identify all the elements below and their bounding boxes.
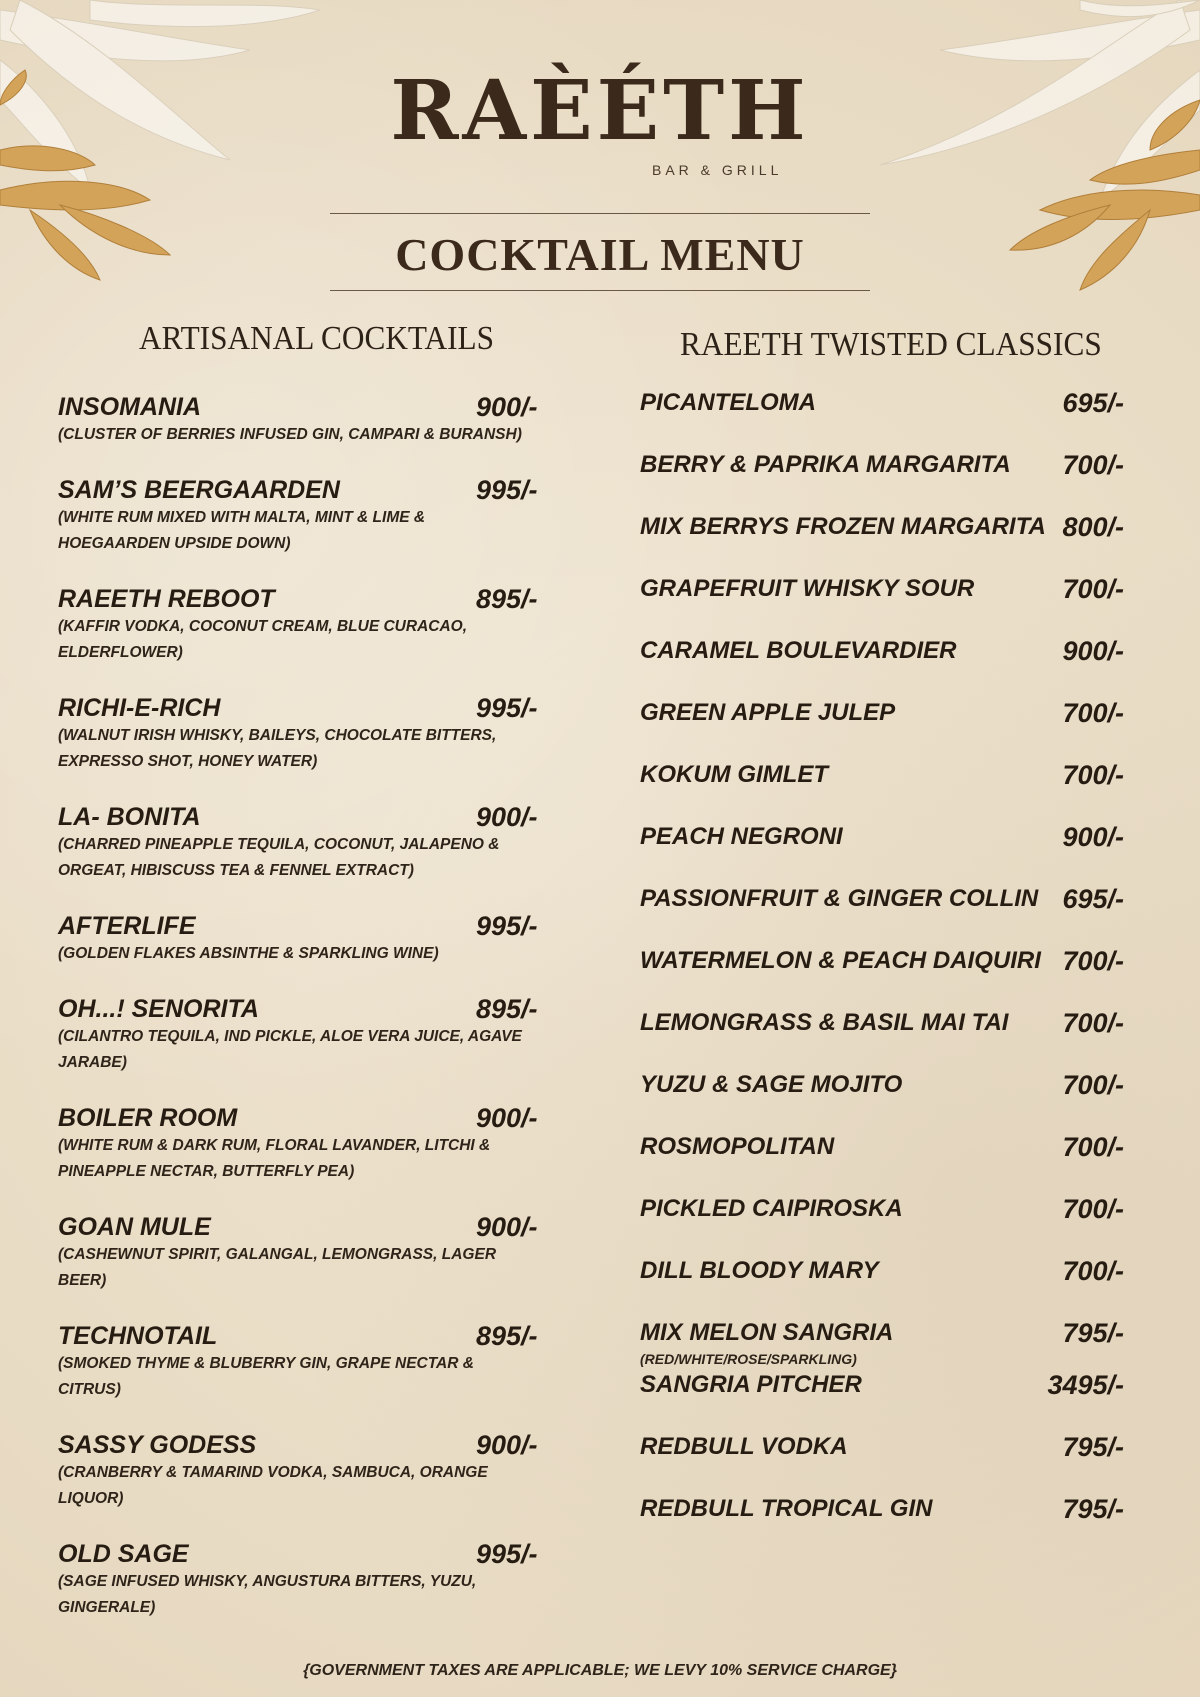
list-item — [640, 1370, 1124, 1432]
item-name: BOILER ROOM — [58, 1104, 238, 1132]
list-item — [58, 584, 578, 666]
list-item — [640, 636, 1124, 698]
brand-logo: RAÈÉTH — [390, 63, 810, 159]
item-price: 795/- — [1062, 1494, 1124, 1524]
item-price: 900/- — [476, 1430, 538, 1460]
item-name: MIX MELON SANGRIA — [640, 1319, 894, 1346]
item-price: 700/- — [1062, 946, 1124, 976]
list-item — [58, 475, 578, 557]
item-name: REDBULL TROPICAL GIN — [640, 1495, 933, 1522]
item-price: 995/- — [476, 693, 538, 723]
list-item — [640, 450, 1124, 512]
list-item — [640, 1494, 1124, 1556]
item-price: 700/- — [1062, 1256, 1124, 1286]
list-item — [640, 1194, 1124, 1256]
item-name: RAEETH REBOOT — [58, 585, 275, 613]
item-price: 995/- — [476, 911, 538, 941]
item-description: (CHARRED PINEAPPLE TEQUILA, COCONUT, JALAPENO & ORGEAT, HIBISCUSS TEA & FENNEL EXTRACT) — [58, 836, 500, 879]
list-item — [640, 574, 1124, 636]
page-title: COCKTAIL MENU — [395, 229, 805, 280]
item-name: INSOMANIA — [58, 393, 202, 421]
list-item — [640, 1008, 1124, 1070]
item-price: 795/- — [1062, 1432, 1124, 1462]
item-name: PICANTELOMA — [640, 389, 816, 416]
list-item — [58, 911, 578, 967]
classics-list — [640, 388, 1124, 1556]
item-name: OLD SAGE — [58, 1540, 189, 1568]
list-item — [640, 760, 1124, 822]
item-price: 895/- — [476, 994, 538, 1024]
artisanal-list — [58, 392, 578, 1648]
list-item — [640, 1432, 1124, 1494]
list-item — [640, 946, 1124, 1008]
list-item — [640, 822, 1124, 884]
list-item — [58, 1321, 578, 1403]
item-price: 700/- — [1062, 1008, 1124, 1038]
item-name: LA- BONITA — [58, 803, 201, 831]
item-name: SASSY GODESS — [58, 1431, 257, 1459]
item-name: MIX BERRYS FROZEN MARGARITA — [640, 513, 1046, 540]
item-price: 800/- — [1062, 512, 1124, 542]
item-name: PASSIONFRUIT & GINGER COLLIN — [640, 885, 1039, 912]
item-price: 700/- — [1062, 1194, 1124, 1224]
item-price: 900/- — [476, 802, 538, 832]
item-price: 900/- — [1062, 822, 1124, 852]
item-description: (SMOKED THYME & BLUBERRY GIN, GRAPE NECTAR & CITRUS) — [58, 1355, 474, 1398]
item-price: 900/- — [476, 1103, 538, 1133]
list-item — [58, 1430, 578, 1512]
item-price: 700/- — [1062, 1070, 1124, 1100]
list-item — [640, 512, 1124, 574]
item-name: LEMONGRASS & BASIL MAI TAI — [640, 1009, 1009, 1036]
item-name: GOAN MULE — [58, 1213, 211, 1241]
footer-note: {GOVERNMENT TAXES ARE APPLICABLE; WE LEVY 10% SERVICE CHARGE} — [303, 1662, 897, 1679]
list-item — [58, 994, 578, 1076]
item-description: (CASHEWNUT SPIRIT, GALANGAL, LEMONGRASS, LAGER BEER) — [58, 1246, 497, 1289]
item-description: (CILANTRO TEQUILA, IND PICKLE, ALOE VERA JUICE, AGAVE JARABE) — [58, 1028, 522, 1071]
item-description: (CRANBERRY & TAMARIND VODKA, SAMBUCA, ORANGE LIQUOR) — [58, 1464, 488, 1507]
item-name: ROSMOPOLITAN — [640, 1133, 835, 1160]
list-item — [640, 698, 1124, 760]
list-item — [58, 1212, 578, 1294]
item-name: WATERMELON & PEACH DAIQUIRI — [640, 947, 1041, 974]
item-price: 900/- — [476, 392, 538, 422]
section-heading-classics: RAEETH TWISTED CLASSICS — [680, 326, 1102, 363]
item-name: CARAMEL BOULEVARDIER — [640, 637, 957, 664]
item-name: GREEN APPLE JULEP — [640, 699, 896, 726]
divider-top — [330, 213, 870, 214]
item-price: 700/- — [1062, 1132, 1124, 1162]
item-name: SANGRIA PITCHER — [640, 1371, 862, 1398]
item-name: PICKLED CAIPIROSKA — [640, 1195, 903, 1222]
item-name: OH...! SENORITA — [58, 995, 259, 1023]
item-name: REDBULL VODKA — [640, 1433, 848, 1460]
item-name: PEACH NEGRONI — [640, 823, 843, 850]
list-item — [58, 802, 578, 884]
list-item — [640, 1256, 1124, 1318]
item-price: 795/- — [1062, 1318, 1124, 1348]
item-price: 700/- — [1062, 574, 1124, 604]
item-description: (KAFFIR VODKA, COCONUT CREAM, BLUE CURACAO, ELDERFLOWER) — [58, 618, 468, 661]
list-item — [58, 693, 578, 775]
list-item — [640, 388, 1124, 450]
item-price: 900/- — [476, 1212, 538, 1242]
item-name: SAM’S BEERGAARDEN — [58, 476, 340, 504]
list-item — [58, 1539, 578, 1621]
list-item — [640, 1132, 1124, 1194]
item-name: RICHI-E-RICH — [58, 694, 221, 722]
item-note: (RED/WHITE/ROSE/SPARKLING) — [640, 1351, 857, 1367]
item-name: YUZU & SAGE MOJITO — [640, 1071, 903, 1098]
item-name: DILL BLOODY MARY — [640, 1257, 879, 1284]
item-price: 695/- — [1062, 388, 1124, 418]
item-price: 895/- — [476, 1321, 538, 1351]
item-description: (GOLDEN FLAKES ABSINTHE & SPARKLING WINE) — [58, 945, 439, 962]
brand-subtitle: BAR & GRILL — [652, 162, 783, 178]
item-price: 695/- — [1062, 884, 1124, 914]
item-name: GRAPEFRUIT WHISKY SOUR — [640, 575, 975, 602]
list-item — [640, 1318, 1124, 1370]
item-price: 700/- — [1062, 450, 1124, 480]
section-heading-artisanal: ARTISANAL COCKTAILS — [139, 320, 495, 357]
item-price: 700/- — [1062, 698, 1124, 728]
list-item — [640, 884, 1124, 946]
item-description: (WALNUT IRISH WHISKY, BAILEYS, CHOCOLATE BITTERS, EXPRESSO SHOT, HONEY WATER) — [58, 727, 497, 770]
item-description: (WHITE RUM & DARK RUM, FLORAL LAVANDER, LITCHI & PINEAPPLE NECTAR, BUTTERFLY PEA) — [58, 1137, 491, 1180]
item-name: KOKUM GIMLET — [640, 761, 828, 788]
item-name: BERRY & PAPRIKA MARGARITA — [640, 451, 1011, 478]
item-description: (SAGE INFUSED WHISKY, ANGUSTURA BITTERS, YUZU, GINGERALE) — [58, 1573, 477, 1616]
item-description: (CLUSTER OF BERRIES INFUSED GIN, CAMPARI & BURANSH) — [58, 426, 522, 443]
item-price: 995/- — [476, 475, 538, 505]
item-description: (WHITE RUM MIXED WITH MALTA, MINT & LIME & HOEGAARDEN UPSIDE DOWN) — [58, 509, 426, 552]
item-name: AFTERLIFE — [58, 912, 196, 940]
item-price: 995/- — [476, 1539, 538, 1569]
item-price: 700/- — [1062, 760, 1124, 790]
item-price: 895/- — [476, 584, 538, 614]
list-item — [58, 1103, 578, 1185]
item-name: TECHNOTAIL — [58, 1322, 218, 1350]
item-price: 900/- — [1062, 636, 1124, 666]
list-item — [640, 1070, 1124, 1132]
list-item — [58, 392, 578, 448]
divider-bottom — [330, 290, 870, 291]
item-price: 3495/- — [1047, 1370, 1124, 1400]
